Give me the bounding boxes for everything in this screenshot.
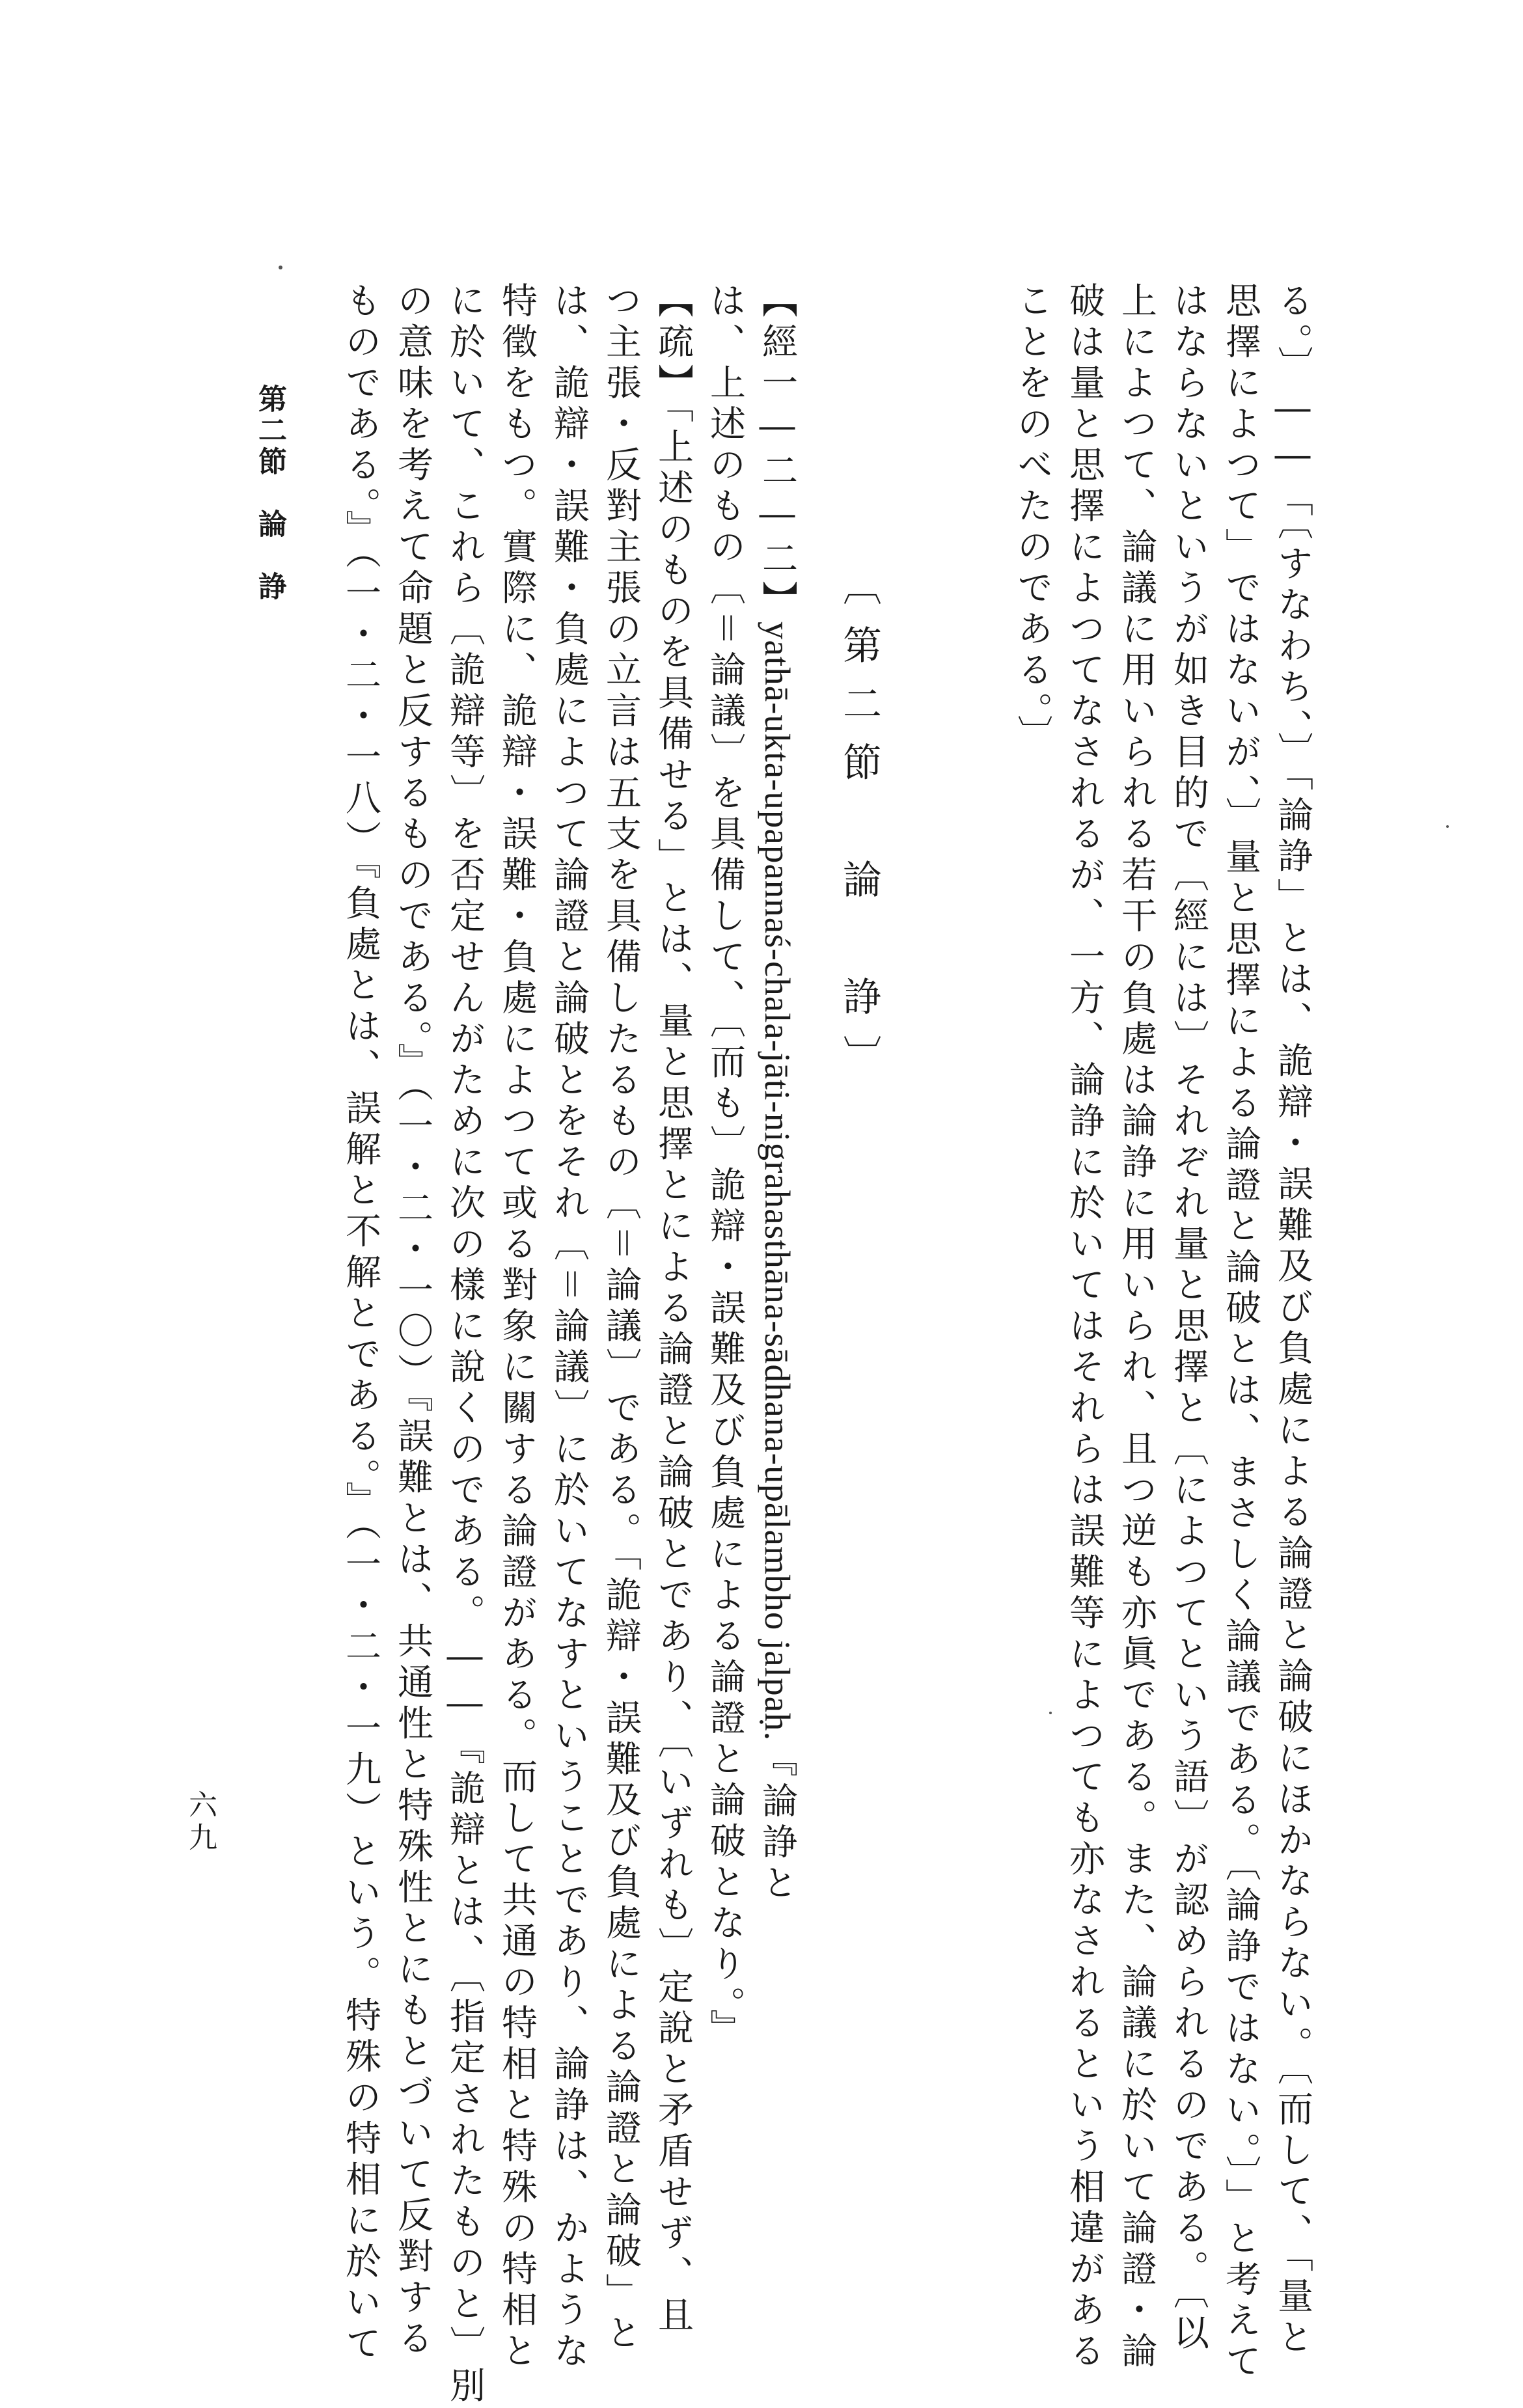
commentary-text: 「上述のものを具備せる」とは、量と思擇とによる論證と論破とであり、〔いずれも〕定說と矛盾せず、且 [652,405,694,2337]
commentary-column: つ主張・反對主張の立言は五支を具備したるもの〔＝論議〕である。「詭辯・誤難及び負處による論證と論破」と [600,282,642,2355]
running-title: 第二節 論 諍 [253,384,286,603]
text-column: 上によつて、論議に用いられる若干の負處は論諍に用いられ、且つ逆も亦眞である。また、論議に於いて論證・論 [1116,282,1157,2373]
page-number: 六九 [184,1790,217,1855]
sutra-sanskrit: yathā-ukta-upapannaś-chala-jāti-nigrahasthāna-sādhana-upālambho jalpaḥ. [758,622,797,1742]
sutra-column: は、上述のもの〔＝論議〕を具備して、〔而も〕詭辯・誤難及び負處による論證と論破となり。』 [704,282,746,2050]
text-column: ことをのべたのである。〕 [1011,282,1053,756]
text-column: はならないというが如き目的で〔經には〕それぞれ量と思擇と〔によつてという語〕が認められるのである。〔以 [1168,282,1209,2355]
scan-speck [1446,825,1449,828]
sutra-column [756,282,798,1906]
sutra-label: 【經一―二―二】 [756,282,798,622]
commentary-label: 【疏】 [652,282,694,405]
commentary-column: 特徵をもつ。實際に、詭辯・誤難・負處によつて或る對象に關する論證がある。而して共通の特相と特殊の特相と [496,282,538,2373]
commentary-column: の意味を考えて命題と反するものである。』（一・二・一〇）『誤難とは、共通性と特殊性とにもとづいて反對する [392,282,433,2360]
section-heading: 〔第二節 論 諍〕 [836,566,882,1093]
commentary-column: は、詭辯・誤難・負處によつて論證と論破とをそれ〔＝論議〕に於いてなすということであり、論諍は、かような [548,282,590,2373]
commentary-column: ものである。』（一・二・一八）『負處とは、誤解と不解とである。』（一・二・一九）という。特殊の特相に於いて [340,282,381,2366]
scan-speck [279,266,282,269]
scan-speck [1049,1712,1052,1714]
commentary-column: に於いて、これら〔詭辯等〕を否定せんがために次の樣に說くのである。――『詭辯とは、〔指定されたものと〕別 [444,282,486,2408]
text-column: 破は量と思擇によつてなされるが、一方、論諍に於いてはそれらは誤難等によつても亦なされるという相違がある [1063,282,1105,2373]
commentary-column [652,282,694,2337]
sutra-translation-start: 『論諍と [756,1741,798,1906]
text-column: る。〕――「〔すなわち、〕「論諍」とは、詭辯・誤難及び負處による論證と論破にほかならない。〔而して、「量と [1272,282,1313,2359]
text-column: 思擇によつて」ではないが、〕量と思擇による論證と論破とは、まさしく論議である。〔論諍ではない。〕」と考えて [1220,282,1261,2383]
